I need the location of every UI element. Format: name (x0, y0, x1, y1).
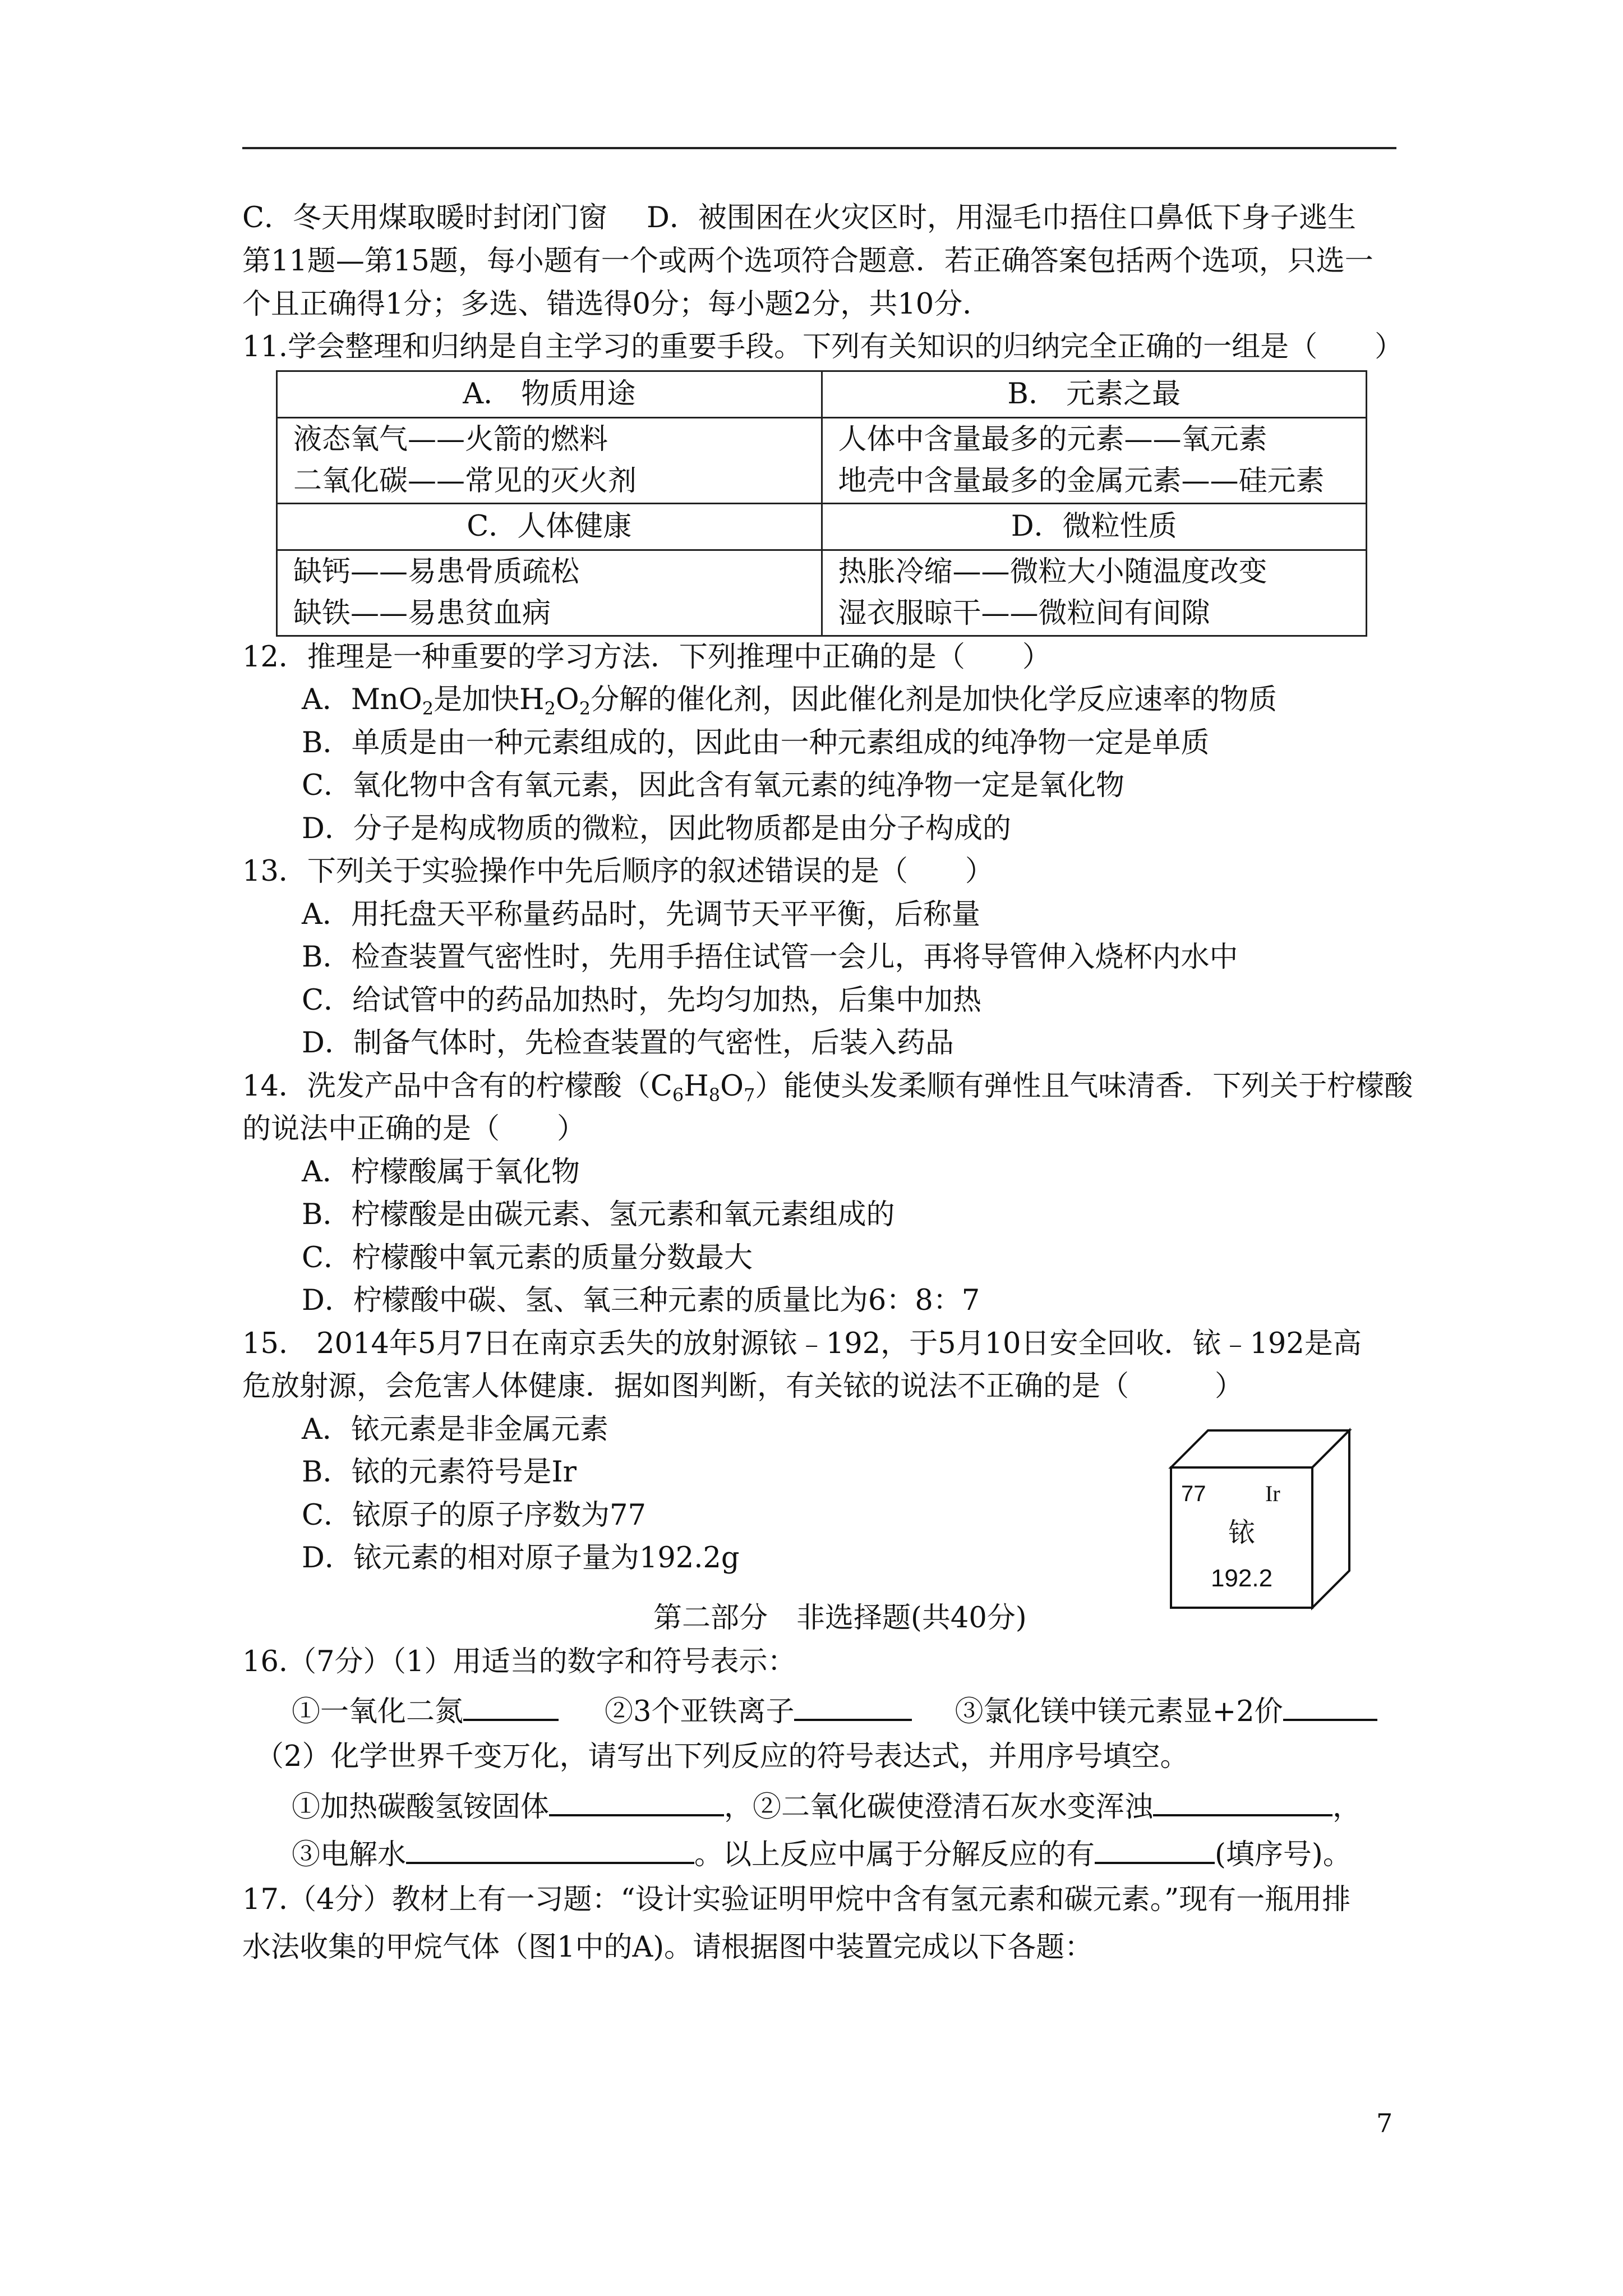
q16-reactions-line2: ③电解水 。以上反应中属于分解反应的有 (填序号)。 (292, 1833, 1352, 1875)
part2-title: 第二部分 非选择题(共40分) (653, 1602, 1027, 1635)
q14-option-b: B．柠檬酸是由碳元素、氢元素和氧元素组成的 (302, 1198, 895, 1231)
q12-stem: 12．推理是一种重要的学习方法．下列推理中正确的是（ ） (242, 641, 1051, 674)
q15-stem-line2: 危放射源，会危害人体健康．据如图判断，有关铱的说法不正确的是（ ） (242, 1370, 1244, 1403)
table-cell-line: 人体中含量最多的元素——氧元素 (838, 423, 1267, 456)
answer-blank[interactable] (406, 1833, 694, 1864)
table-cell-line: 地壳中含量最多的金属元素——硅元素 (838, 464, 1325, 498)
header-rule (242, 147, 1396, 149)
q10-options (242, 199, 1356, 238)
q17-stem: 17.（4分）教材上有一习题：“设计实验证明甲烷中含有氢元素和碳元素。”现有一瓶用排 (242, 1883, 1351, 1916)
table-head-d: D．微粒性质 (822, 504, 1367, 550)
q16-part2-stem: （2）化学世界千变万化，请写出下列反应的符号表达式，并用序号填空。 (255, 1740, 1189, 1773)
table-head-a: A. 物质用途 (277, 371, 822, 418)
q16-item-1: ①一氧化二氮 (292, 1695, 464, 1728)
q13-option-b: B．检查装置气密性时，先用手捂住试管一会儿，再将导管伸入烧杯内水中 (302, 941, 1238, 974)
q10-option-c: C．冬天用煤取暖时封闭门窗 (242, 201, 608, 234)
section-instruction-line2: 个且正确得1分；多选、错选得0分；每小题2分，共10分． (242, 288, 992, 321)
q13-option-a: A．用托盘天平称量药品时，先调节天平平衡，后称量 (302, 898, 980, 931)
q14-option-d: D．柠檬酸中碳、氢、氧三种元素的质量比为6：8：7 (302, 1284, 980, 1317)
q11-table (276, 370, 1367, 637)
table-cell-line: 湿衣服晾干——微粒间有间隙 (838, 597, 1210, 630)
q14-option-a: A．柠檬酸属于氧化物 (302, 1156, 580, 1189)
q11-stem: 11.学会整理和归纳是自主学习的重要手段。下列有关知识的归纳完全正确的一组是（ ） (242, 330, 1404, 364)
answer-blank[interactable] (1283, 1690, 1377, 1721)
q17-stem-line2: 水法收集的甲烷气体（图1中的A)。请根据图中装置完成以下各题： (242, 1931, 1094, 1964)
q12-option-a: A．MnO$_2$是加快$H_2O_2$分解的催化剂，因此催化剂是加快化学反应速率的物质 (302, 683, 1278, 719)
q13-option-d: D．制备气体时，先检查装置的气密性，后装入药品 (302, 1027, 954, 1060)
q12-option-b: B．单质是由一种元素组成的，因此由一种元素组成的纯净物一定是单质 (302, 726, 1210, 760)
element-name: 铱 (1228, 1517, 1256, 1548)
page-number: 7 (1376, 2108, 1393, 2138)
table-cell-line: 液态氧气——火箭的燃料 (293, 423, 608, 456)
q16-item-3: ③氯化镁中镁元素显+2价 (955, 1695, 1283, 1728)
q12-option-c: C．氧化物中含有氧元素，因此含有氧元素的纯净物一定是氧化物 (302, 769, 1125, 802)
answer-blank[interactable] (463, 1690, 559, 1721)
q15-option-d: D．铱元素的相对原子量为192.2g (302, 1542, 740, 1575)
answer-blank[interactable] (549, 1785, 724, 1816)
table-cell-line: 缺钙——易患骨质疏松 (293, 555, 580, 588)
table-cell-b (822, 418, 1367, 504)
q16-reaction-3: ③电解水 (292, 1838, 407, 1871)
element-card-figure (1164, 1424, 1355, 1614)
q16-item-2: ②3个亚铁离子 (605, 1695, 795, 1728)
element-symbol: Ir (1265, 1481, 1280, 1506)
q16-stem: 16.（7分）（1）用适当的数字和符号表示： (242, 1645, 796, 1678)
q14-option-c: C．柠檬酸中氧元素的质量分数最大 (302, 1241, 753, 1274)
atomic-number: 77 (1181, 1481, 1206, 1506)
table-cell-line: 热胀冷缩——微粒大小随温度改变 (838, 555, 1267, 588)
atomic-mass: 192.2 (1210, 1565, 1273, 1592)
answer-blank[interactable] (1153, 1785, 1332, 1816)
table-cell-line: 二氧化碳——常见的灭火剂 (293, 464, 637, 498)
q13-stem: 13．下列关于实验操作中先后顺序的叙述错误的是（ ） (242, 855, 994, 888)
answer-blank[interactable] (1095, 1833, 1215, 1864)
q16-reaction-2: ，②二氧化碳使澄清石灰水变浑浊 (724, 1791, 1154, 1824)
table-cell-a (277, 418, 822, 504)
answer-blank[interactable] (794, 1690, 912, 1721)
q12-option-d: D．分子是构成物质的微粒，因此物质都是由分子构成的 (302, 812, 1011, 845)
q15-option-b: B．铱的元素符号是Ir (302, 1456, 577, 1489)
q16-reactions-line1: ①加热碳酸氢铵固体 ，②二氧化碳使澄清石灰水变浑浊 ， (292, 1785, 1361, 1827)
q15-stem: 15. 2014年5月7日在南京丢失的放射源铱﹣192，于5月10日安全回收．铱﹣192是高 (242, 1327, 1362, 1360)
q15-option-a: A．铱元素是非金属元素 (302, 1413, 608, 1446)
q16-reaction-1: ①加热碳酸氢铵固体 (292, 1791, 550, 1824)
q14-stem: 14．洗发产品中含有的柠檬酸$(C_6H_8O_7)$能使头发柔顺有弹性且气味清香．下列关于柠檬酸 (242, 1070, 1413, 1106)
table-cell-d (822, 550, 1367, 636)
q16-part1-items (292, 1690, 1377, 1732)
q13-option-c: C．给试管中的药品加热时，先均匀加热，后集中加热 (302, 984, 982, 1017)
table-head-c: C．人体健康 (277, 504, 822, 550)
table-cell-c (277, 550, 822, 636)
table-cell-line: 缺铁——易患贫血病 (293, 597, 551, 630)
q10-option-d: D．被围困在火灾区时，用湿毛巾捂住口鼻低下身子逃生 (647, 201, 1356, 234)
section-instruction-line1: 第11题—第15题，每小题有一个或两个选项符合题意．若正确答案包括两个选项，只选一 (242, 245, 1373, 278)
q15-option-c: C．铱原子的原子序数为77 (302, 1499, 646, 1532)
table-head-b: B. 元素之最 (822, 371, 1367, 418)
q14-stem-line2: 的说法中正确的是（ ） (242, 1112, 586, 1145)
